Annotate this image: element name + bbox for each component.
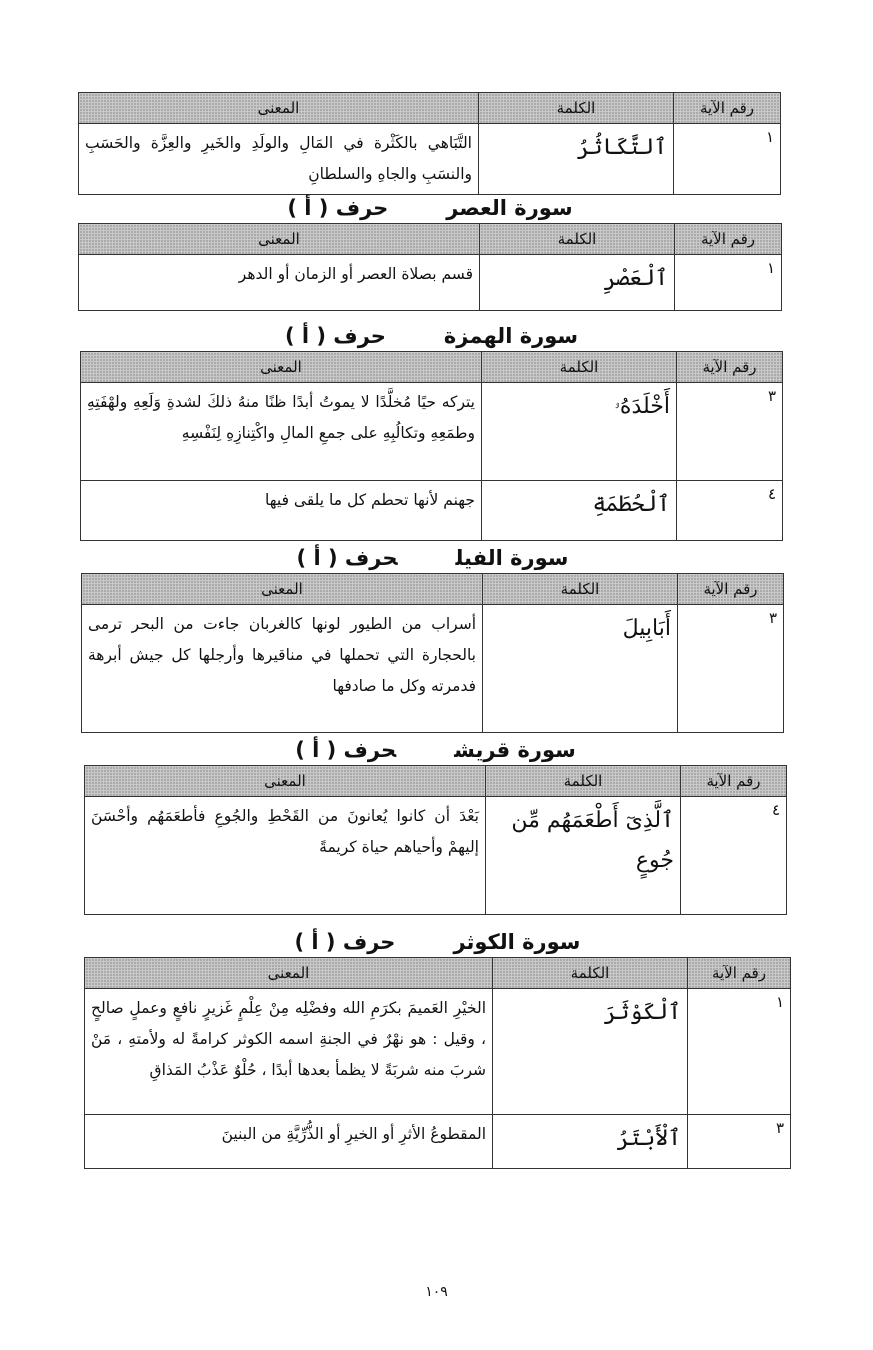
header-verse-number: رقم الآية: [681, 766, 787, 797]
quran-word: أَبَابِيلَ: [483, 605, 678, 733]
surah-title: سورة العصر: [446, 196, 573, 220]
letter-label: حرف ( أ ): [296, 546, 398, 570]
header-meaning: المعنى: [82, 574, 483, 605]
table-row: [81, 481, 783, 541]
word-meaning: يتركه حيًا مُخلَّدًا لا يموتُ أبدًا ظنًا منهُ ذلكَ لشدةِ وَلَعِهِ ولهْفَتِهِ وطمَعِهِ وتكالُبِهِ على جمعِ المالِ واكْتِنازِهِ لِنَفْسِهِ: [81, 383, 482, 481]
quran-word: أَخْلَدَهُۥ: [482, 383, 677, 481]
word-meaning: بَعْدَ أن كانوا يُعانونَ من القَحْطِ والجُوعِ فأطعَمَهُم وأحْسَنَ إليهمْ وأحياهم حياة كريمةً: [85, 797, 486, 915]
header-verse-number: رقم الآية: [688, 958, 791, 989]
word-meaning: المقطوعُ الأثرِ أو الخيرِ أو الذُّرِّيَّةِ من البنينَ: [85, 1115, 493, 1169]
verse-number: ٤: [677, 481, 783, 541]
header-meaning: المعنى: [81, 352, 482, 383]
surah-heading: [78, 193, 782, 223]
word-meaning: أسراب من الطيور لونها كالغربان جاءت من البحر ترمى بالحجارة التي تحملها في مناقيرها وأرجلها كل جيش أبرهة فدمرته وكل ما صادفها: [82, 605, 483, 733]
table-row: [85, 1115, 791, 1169]
quran-word: ٱلتَّكَاثُرُ: [479, 124, 674, 195]
verse-number: ١: [674, 124, 781, 195]
header-word: الكلمة: [486, 766, 681, 797]
word-meaning: جهنم لأنها تحطم كل ما يلقى فيها: [81, 481, 482, 541]
table-header-row: [81, 352, 783, 383]
header-word: الكلمة: [479, 93, 674, 124]
header-meaning: المعنى: [79, 224, 480, 255]
surah-heading: [84, 735, 787, 765]
quran-word: ٱلْحُطَمَةِ: [482, 481, 677, 541]
surah-heading: [84, 927, 791, 957]
section-takathur: [78, 92, 781, 195]
glossary-table: [81, 573, 784, 733]
surah-title: سورة الهمزة: [443, 324, 579, 348]
letter-label: حرف ( أ ): [287, 196, 389, 220]
glossary-table: [84, 957, 791, 1169]
table-row: [79, 255, 782, 311]
glossary-table: [80, 351, 783, 541]
header-meaning: المعنى: [85, 958, 493, 989]
quran-word: ٱلْكَوْثَرَ: [493, 989, 688, 1115]
verse-number: ٣: [688, 1115, 791, 1169]
table-header-row: [79, 93, 781, 124]
verse-number: ٤: [681, 797, 787, 915]
glossary-table: [84, 765, 787, 915]
section-al-fil: [81, 543, 784, 733]
table-row: [79, 124, 781, 195]
header-verse-number: رقم الآية: [675, 224, 782, 255]
glossary-table: [78, 92, 781, 195]
table-row: [85, 797, 787, 915]
header-word: الكلمة: [483, 574, 678, 605]
header-verse-number: رقم الآية: [674, 93, 781, 124]
header-word: الكلمة: [482, 352, 677, 383]
table-header-row: [82, 574, 784, 605]
letter-label: حرف ( أ ): [295, 738, 397, 762]
verse-number: ١: [675, 255, 782, 311]
section-quraysh: [84, 735, 787, 915]
header-verse-number: رقم الآية: [677, 352, 783, 383]
surah-heading: [81, 543, 784, 573]
section-al-asr: [78, 193, 782, 311]
quran-word: ٱلَّذِىٓ أَطْعَمَهُم مِّن جُوعٍ: [486, 797, 681, 915]
header-verse-number: رقم الآية: [678, 574, 784, 605]
header-meaning: المعنى: [85, 766, 486, 797]
table-row: [82, 605, 784, 733]
letter-label: حرف ( أ ): [284, 324, 386, 348]
section-al-humaza: [80, 321, 783, 541]
table-header-row: [79, 224, 782, 255]
quran-word: ٱلْأَبْتَرُ: [493, 1115, 688, 1169]
glossary-table: [78, 223, 782, 311]
verse-number: ٣: [678, 605, 784, 733]
word-meaning: قسم بصلاة العصر أو الزمان أو الدهر: [79, 255, 480, 311]
word-meaning: التَّبَاهي بالكَثْرة في المَالِ والولَدِ والخَيرِ والعِزَّة والحَسَبِ والنسَبِ والجاهِ والسلطانِ: [79, 124, 479, 195]
verse-number: ٣: [677, 383, 783, 481]
surah-title: سورة الفيل: [455, 546, 569, 570]
word-meaning: الخيْرِ العَميمَ بكرَمِ الله وفضْلِه مِنْ عِلْمٍ غَزيرٍ نافعٍ وعملٍ صالحٍ ، وقيل : هو نهْرٌ في الجنةِ اسمه الكوثر كرامةً له ولأمتهِ ، مَنْ شربَ منه شربَةً لا يظمأ بعدها أبدًا ، حُلْوٌ عَذْبُ المَذاقِ: [85, 989, 493, 1115]
page-number: ١٠٩: [425, 1284, 448, 1300]
table-row: [85, 989, 791, 1115]
table-header-row: [85, 958, 791, 989]
letter-label: حرف ( أ ): [294, 930, 396, 954]
quran-word: ٱلْعَصْرِ: [480, 255, 675, 311]
section-al-kawthar: [84, 927, 791, 1169]
header-meaning: المعنى: [79, 93, 479, 124]
table-row: [81, 383, 783, 481]
surah-title: سورة قريش: [454, 738, 576, 762]
header-word: الكلمة: [493, 958, 688, 989]
header-word: الكلمة: [480, 224, 675, 255]
surah-title: سورة الكوثر: [453, 930, 581, 954]
verse-number: ١: [688, 989, 791, 1115]
surah-heading: [80, 321, 783, 351]
table-header-row: [85, 766, 787, 797]
